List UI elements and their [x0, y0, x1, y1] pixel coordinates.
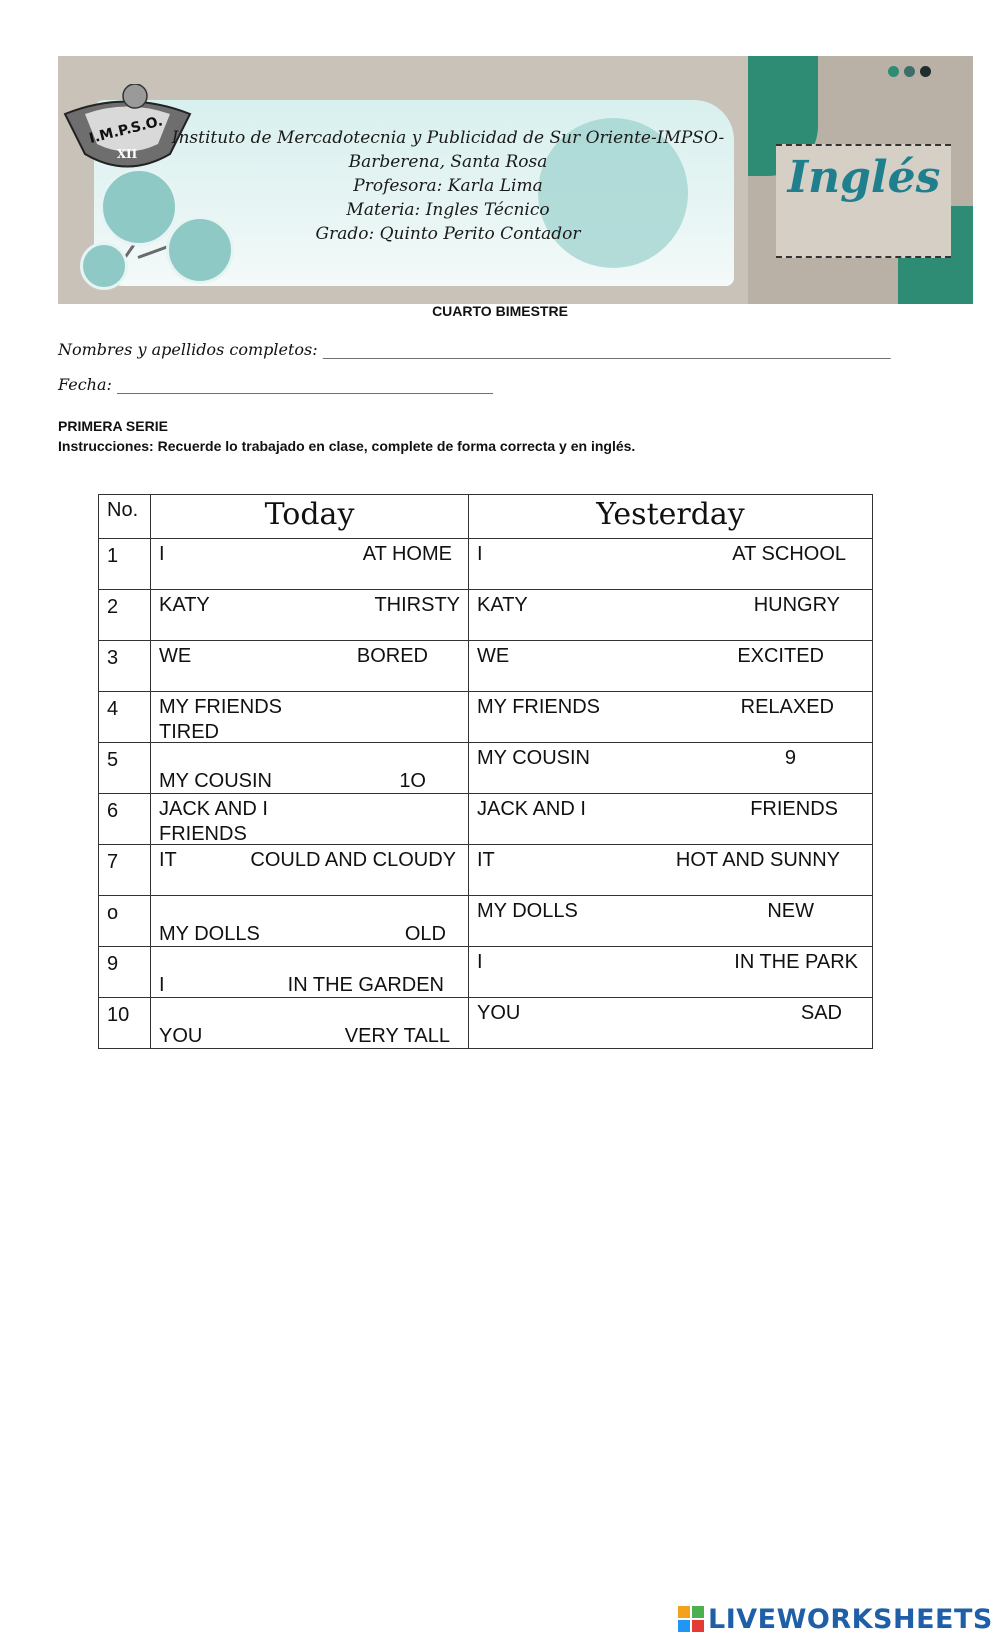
yesterday-complement: 9 [784, 747, 796, 769]
yesterday-cell[interactable] [469, 947, 873, 998]
grade-name: Grado: Quinto Perito Contador [315, 224, 581, 244]
today-subject: KATY [159, 594, 210, 616]
table-row [99, 845, 873, 896]
today-subject: YOU [159, 1025, 203, 1047]
yesterday-cell[interactable] [469, 692, 873, 743]
yesterday-cell[interactable] [469, 590, 873, 641]
yesterday-complement: SAD [800, 1002, 842, 1024]
today-complement: BORED [356, 645, 428, 667]
yesterday-complement: HOT AND SUNNY [675, 849, 840, 871]
yesterday-cell[interactable] [469, 845, 873, 896]
today-cell[interactable] [151, 896, 469, 947]
row-number: 9 [99, 947, 151, 998]
flower-decoration [100, 168, 178, 246]
today-complement: AT HOME [362, 543, 452, 565]
today-subject: I [159, 974, 165, 996]
table-row [99, 947, 873, 998]
table-row [99, 590, 873, 641]
row-number: 6 [99, 794, 151, 845]
yesterday-complement: EXCITED [737, 645, 824, 667]
header-banner [58, 56, 973, 304]
today-subject: JACK AND I [159, 798, 268, 820]
yesterday-subject: YOU [477, 1002, 521, 1024]
dot-decoration [904, 66, 915, 77]
today-complement: OLD [404, 923, 446, 945]
yesterday-cell[interactable] [469, 794, 873, 845]
today-complement: FRIENDS [159, 823, 247, 845]
today-subject: WE [159, 645, 192, 667]
today-cell[interactable] [151, 539, 469, 590]
instructions: Instrucciones: Recuerde lo trabajado en clase, complete de forma correcta y en inglés. [58, 438, 636, 454]
exercise-table [98, 494, 873, 1049]
dot-decoration [920, 66, 931, 77]
yesterday-cell[interactable] [469, 641, 873, 692]
header-yesterday: Yesterday [469, 495, 873, 539]
yesterday-complement: IN THE PARK [734, 951, 858, 973]
yesterday-subject: JACK AND I [477, 798, 586, 820]
yesterday-subject: MY COUSIN [477, 747, 590, 769]
today-subject: I [159, 543, 165, 565]
table-row [99, 692, 873, 743]
table-header-row [99, 495, 873, 539]
yesterday-cell[interactable] [469, 539, 873, 590]
today-cell[interactable] [151, 590, 469, 641]
today-cell[interactable] [151, 947, 469, 998]
today-subject: MY DOLLS [159, 923, 260, 945]
yesterday-complement: NEW [767, 900, 814, 922]
row-number: 1 [99, 539, 151, 590]
serie-title: PRIMERA SERIE [58, 418, 168, 434]
table-row [99, 998, 873, 1049]
table-row [99, 896, 873, 947]
yesterday-complement: FRIENDS [750, 798, 838, 820]
section-heading: CUARTO BIMESTRE [432, 303, 568, 319]
yesterday-subject: MY FRIENDS [477, 696, 600, 718]
yesterday-cell[interactable] [469, 998, 873, 1049]
institution-name: Instituto de Mercadotecnia y Publicidad de Sur Oriente-IMPSO- [171, 128, 725, 148]
today-cell[interactable] [151, 794, 469, 845]
teacher-name: Profesora: Karla Lima [353, 176, 543, 196]
date-field[interactable]: Fecha: _______________________________________________ [58, 375, 493, 394]
row-number: 3 [99, 641, 151, 692]
yesterday-complement: RELAXED [740, 696, 834, 718]
today-complement: COULD AND CLOUDY [250, 849, 456, 871]
today-subject: MY FRIENDS [159, 696, 282, 718]
row-number: 2 [99, 590, 151, 641]
today-cell[interactable] [151, 692, 469, 743]
row-number: 7 [99, 845, 151, 896]
row-number: 10 [99, 998, 151, 1049]
ingles-word: Inglés [787, 152, 941, 203]
svg-text:XII: XII [116, 147, 138, 161]
table-row [99, 641, 873, 692]
today-complement: TIRED [159, 721, 219, 743]
today-cell[interactable] [151, 641, 469, 692]
yesterday-subject: WE [477, 645, 510, 667]
row-number: 4 [99, 692, 151, 743]
header-no: No. [99, 495, 151, 539]
table-row [99, 539, 873, 590]
yesterday-complement: AT SCHOOL [732, 543, 846, 565]
row-number: 5 [99, 743, 151, 794]
yesterday-subject: MY DOLLS [477, 900, 578, 922]
yesterday-subject: KATY [477, 594, 528, 616]
row-number: o [99, 896, 151, 947]
today-cell[interactable] [151, 998, 469, 1049]
names-field[interactable]: Nombres y apellidos completos: _______________________________________________________________________ [58, 340, 891, 359]
today-complement: IN THE GARDEN [287, 974, 444, 996]
liveworksheets-logo [678, 1602, 993, 1636]
table-row [99, 794, 873, 845]
today-cell[interactable] [151, 845, 469, 896]
today-subject: IT [159, 849, 177, 871]
dot-decoration [888, 66, 899, 77]
today-subject: MY COUSIN [159, 770, 272, 792]
yesterday-complement: HUNGRY [753, 594, 840, 616]
liveworksheets-brand: LIVEWORKSHEETS [708, 1603, 993, 1635]
today-complement: VERY TALL [344, 1025, 450, 1047]
subject-name: Materia: Ingles Técnico [346, 200, 550, 220]
today-cell[interactable] [151, 743, 469, 794]
yesterday-cell[interactable] [469, 743, 873, 794]
flower-decoration [80, 242, 128, 290]
table-row [99, 743, 873, 794]
today-complement: THIRSTY [374, 594, 460, 616]
institution-info [168, 126, 728, 246]
ingles-badge [776, 144, 951, 258]
header-today: Today [151, 495, 469, 539]
yesterday-subject: I [477, 543, 483, 565]
today-complement: 1O [399, 770, 426, 792]
yesterday-subject: I [477, 951, 483, 973]
yesterday-subject: IT [477, 849, 495, 871]
logo-text: I.M.P.S.O. [87, 113, 165, 147]
institution-location: Barberena, Santa Rosa [348, 152, 548, 172]
liveworksheets-icon [678, 1606, 704, 1632]
yesterday-cell[interactable] [469, 896, 873, 947]
